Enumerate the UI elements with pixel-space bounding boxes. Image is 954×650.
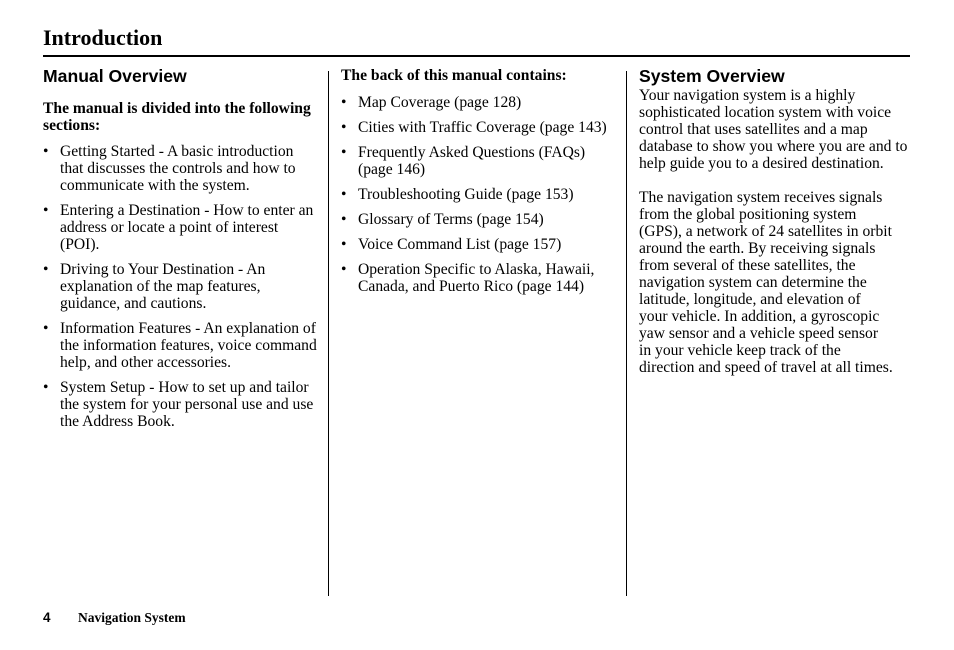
paragraph-line: direction and speed of travel at all times.: [639, 359, 893, 376]
paragraph-line: from the global positioning system: [639, 206, 857, 223]
paragraph-line: The navigation system receives signals: [639, 189, 883, 206]
list-item: [43, 202, 319, 253]
list-item-text: Getting Started - A basic introduction that discusses the controls and how to communicate with the system.: [60, 143, 296, 194]
bullet-icon: •: [43, 261, 49, 278]
list-item-text: Frequently Asked Questions (FAQs) (page 146): [358, 144, 586, 178]
list-item-text: Information Features - An explanation of the information features, voice command help, and other accessories.: [60, 320, 317, 371]
page-title: Introduction: [43, 25, 163, 50]
list-item: [43, 261, 319, 312]
list-item: [341, 211, 617, 228]
bullet-icon: •: [341, 236, 347, 253]
list-item: [43, 320, 319, 371]
bullet-icon: •: [43, 379, 49, 396]
column-divider: [626, 71, 627, 596]
list-item-text: Voice Command List (page 157): [358, 236, 562, 253]
paragraph-line: your vehicle. In addition, a gyroscopic: [639, 308, 880, 325]
bullet-icon: •: [341, 261, 347, 278]
list-item-text: System Setup - How to set up and tailor the system for your personal use and use the Address Book.: [60, 379, 314, 430]
manual-sections-list: [43, 143, 319, 430]
list-item-text: Glossary of Terms (page 154): [358, 211, 544, 228]
system-overview-paragraph-1: Your navigation system is a highly sophisticated location system with voice control that uses satellites and a map database to show you where you are and to help guide you to a desired destination.: [639, 87, 908, 172]
list-item-text: Cities with Traffic Coverage (page 143): [358, 119, 607, 136]
title-rule: [43, 55, 910, 57]
list-item: [43, 143, 319, 194]
paragraph-line: around the earth. By receiving signals: [639, 240, 876, 257]
paragraph-line: latitude, longitude, and elevation of: [639, 291, 861, 308]
list-item-text: Operation Specific to Alaska, Hawaii, Canada, and Puerto Rico (page 144): [358, 261, 595, 295]
list-item-text: Driving to Your Destination - An explanation of the map features, guidance, and cautions.: [60, 261, 266, 312]
back-contents-list: [341, 94, 617, 295]
system-overview-heading: System Overview: [639, 66, 785, 86]
bullet-icon: •: [43, 143, 49, 160]
list-item: [341, 94, 617, 111]
back-of-manual-heading: The back of this manual contains:: [341, 67, 567, 84]
column-divider: [328, 71, 329, 596]
list-item: [341, 236, 617, 253]
page-footer: [43, 610, 186, 626]
footer-label: Navigation System: [78, 610, 186, 625]
bullet-icon: •: [341, 211, 347, 228]
system-overview-column: [639, 65, 915, 376]
system-overview-paragraph-2: [639, 189, 915, 376]
paragraph-line: in your vehicle keep track of the: [639, 342, 841, 359]
manual-overview-column: [43, 65, 319, 438]
paragraph-line: yaw sensor and a vehicle speed sensor: [639, 325, 879, 342]
page-number: 4: [43, 610, 51, 625]
list-item: [43, 379, 319, 430]
back-of-manual-column: [341, 67, 617, 303]
list-item: [341, 119, 617, 136]
list-item: [341, 144, 617, 178]
list-item: [341, 186, 617, 203]
paragraph-line: from several of these satellites, the: [639, 257, 856, 274]
bullet-icon: •: [341, 144, 347, 161]
bullet-icon: •: [341, 119, 347, 136]
bullet-icon: •: [43, 320, 49, 337]
bullet-icon: •: [341, 186, 347, 203]
paragraph-line: (GPS), a network of 24 satellites in orbit: [639, 223, 892, 240]
list-item-text: Entering a Destination - How to enter an address or locate a point of interest (POI).: [60, 202, 314, 253]
bullet-icon: •: [43, 202, 49, 219]
list-item-text: Map Coverage (page 128): [358, 94, 522, 111]
manual-overview-heading: Manual Overview: [43, 66, 187, 86]
manual-overview-subheading: The manual is divided into the following sections:: [43, 100, 311, 134]
bullet-icon: •: [341, 94, 347, 111]
list-item: [341, 261, 617, 295]
list-item-text: Troubleshooting Guide (page 153): [358, 186, 574, 203]
paragraph-line: navigation system can determine the: [639, 274, 867, 291]
